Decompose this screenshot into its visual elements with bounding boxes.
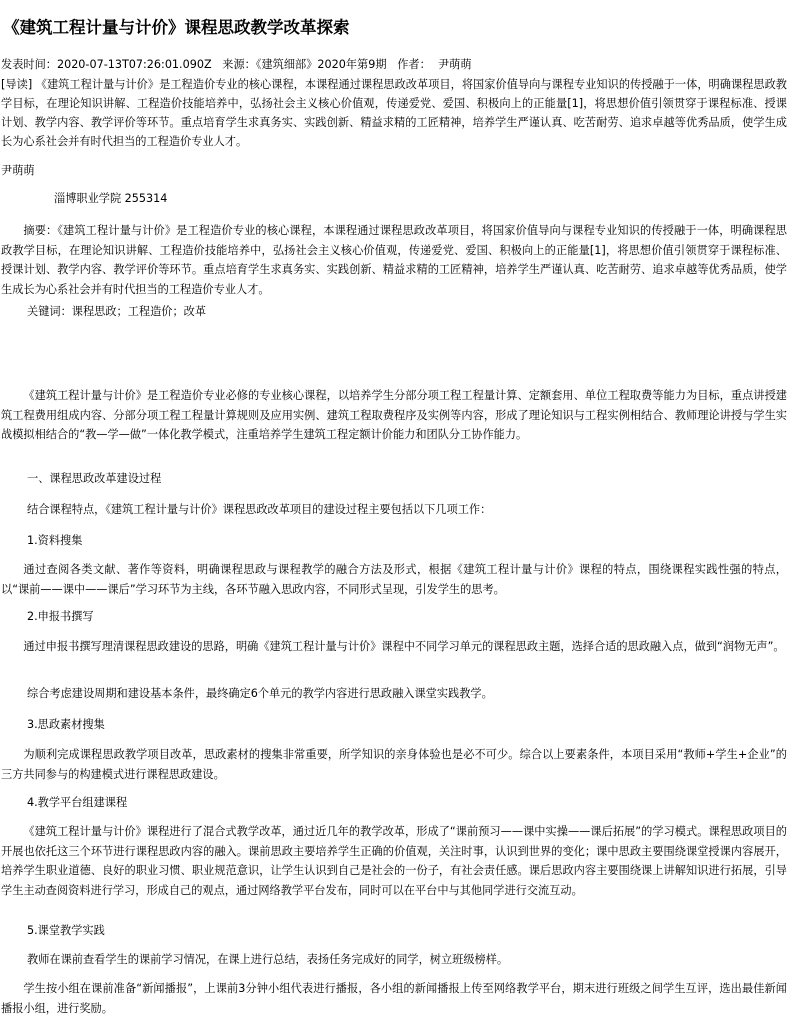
subheading-2: 2.申报书撰写: [27, 610, 94, 623]
subheading-1: 1.资料搜集: [27, 534, 83, 547]
publish-time: 2020-07-13T07:26:01.090Z: [56, 58, 212, 71]
author-label: 作者：: [397, 58, 431, 71]
sub1-paragraph: 通过查阅各类文献、著作等资料，明确课程思政与课程教学的融合方法及形式，根据《建筑工程计量与计价》课程的特点，围绕课程实践性强的特点，以“课前——课中——课后”学习环节为主线，各环节融入思政内容，不同形式呈现，引发学生的思考。: [1, 563, 787, 596]
keywords: 关键词：课程思政；工程造价；改革: [27, 305, 207, 318]
affiliation: 淄博职业学院 255314: [54, 192, 168, 205]
publish-time-label: 发表时间：: [1, 58, 57, 71]
intro-paragraph: 《建筑工程计量与计价》是工程造价专业必修的专业核心课程，以培养学生分部分项工程工程量计算、定额套用、单位工程取费等能力为目标，重点讲授建筑工程费用组成内容、分部分项工程工程量计算规则及应用实例、建筑工程取费程序及实例等内容，形成了理论知识与工程实例相结合、教师理论讲授与学生实战模拟相结合的“教—学—做”一体化教学模式，注重培养学生建筑工程定额计价能力和团队分工协作能力。: [1, 389, 787, 442]
sub5-paragraph: 教师在课前查看学生的课前学习情况，在课上进行总结，表扬任务完成好的同学，树立班级榜样。: [27, 953, 509, 966]
section1-intro: 结合课程特点，《建筑工程计量与计价》课程思政改革项目的建设过程主要包括以下几项工作：: [27, 503, 492, 516]
sub3-paragraph: 为顺利完成课程思政教学项目改革，思政素材的搜集非常重要，所学知识的亲身体验也是必不可少。综合以上要素条件，本项目采用“教师+学生+企业”的三方共同参与的构建模式进行课程思政建设。: [1, 748, 787, 781]
article-lead: [导读] 《建筑工程计量与计价》是工程造价专业的核心课程，本课程通过课程思政改革项目，将国家价值导向与课程专业知识的传授融于一体，明确课程思政教学目标，在理论知识讲解、工程造价技能培养中，弘扬社会主义核心价值观，传递爱党、爱国、积极向上的正能量[1]，将思想价值引领贯穿于课程标准、授课计划、教学内容、教学评价等环节。重点培育学生求真务实、实践创新、精益求精的工匠精神，培养学生严谨认真、吃苦耐劳、追求卓越等优秀品质，使学生成长为心系社会并有时代担当的工程造价专业人才。: [1, 78, 787, 148]
source-label: 来源：: [222, 58, 256, 71]
subheading-5: 5.课堂教学实践: [27, 924, 105, 937]
abstract-paragraph: 摘要：《建筑工程计量与计价》是工程造价专业的核心课程，本课程通过课程思政改革项目，将国家价值导向与课程专业知识的传授融于一体，明确课程思政教学目标，在理论知识讲解、工程造价技能培养中，弘扬社会主义核心价值观，传递爱党、爱国、积极向上的正能量[1]，将思想价值引领贯穿于课程标准、授课计划、教学内容、教学评价等环节。重点培育学生求真务实、实践创新、精益求精的工匠精神，培养学生严谨认真、吃苦耐劳、追求卓越等优秀品质，使学生成长为心系社会并有时代担当的工程造价专业人才。: [1, 224, 787, 296]
author-name: 尹萌萌: [437, 58, 472, 71]
sub5-paragraph-2: 学生按小组在课前准备“新闻播报”，上课前3分钟小组代表进行播报，各小组的新闻播报上传至网络教学平台，期末进行班级之间学生互评，选出最佳新闻播报小组，进行奖励。: [1, 982, 787, 1015]
sub2-paragraph: 通过申报书撰写理清课程思政建设的思路，明确《建筑工程计量与计价》课程中不同学习单元的课程思政主题，选择合适的思政融入点，做到“润物无声”。: [23, 640, 785, 653]
sub2-paragraph-2: 综合考虑建设周期和建设基本条件，最终确定6个单元的教学内容进行思政融入课堂实践教学。: [27, 687, 493, 700]
subheading-4: 4.教学平台组建课程: [27, 796, 128, 809]
author-line: 尹萌萌: [1, 164, 35, 177]
section-heading-1: 一、课程思政改革建设过程: [27, 472, 162, 485]
source: 《建筑细部》2020年第9期: [255, 58, 387, 71]
sub4-paragraph: 《建筑工程计量与计价》课程进行了混合式教学改革，通过近几年的教学改革，形成了“课前预习——课中实操——课后拓展”的学习模式。课程思政项目的开展也依托这三个环节进行课程思政内容的融入。课前思政主要培养学生正确的价值观，关注时事，认识到世界的变化；课中思政主要围绕课堂授课内容展开，培养学生职业道德、良好的职业习惯、职业规范意识，让学生认识到自己是社会的一份子，有社会责任感。课后思政内容主要围绕课上讲解知识进行拓展，引导学生主动查阅资料进行学习，形成自己的观点，通过网络教学平台发布，同时可以在平台中与其他同学进行交流互动。: [1, 825, 787, 897]
subheading-3: 3.思政素材搜集: [27, 718, 105, 731]
article-meta: [1, 57, 786, 73]
article-title: 《建筑工程计量与计价》课程思政教学改革探索: [3, 18, 350, 37]
